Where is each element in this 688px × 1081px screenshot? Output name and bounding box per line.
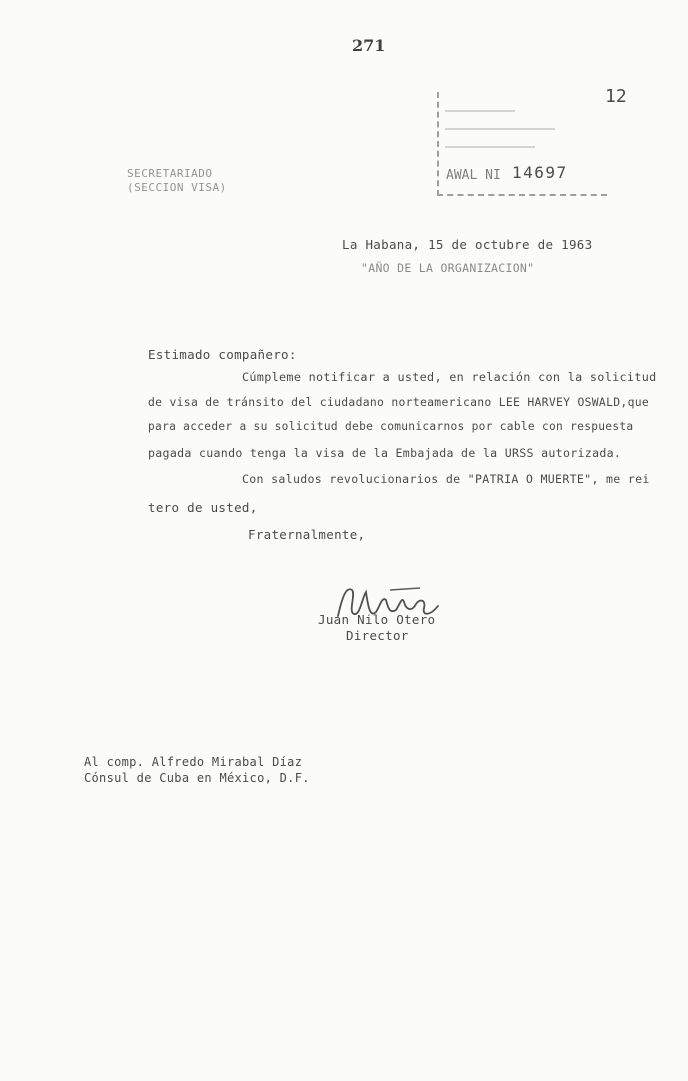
body-line-6: tero de usted,: [148, 500, 258, 515]
stamp-line: [445, 128, 555, 130]
recipient-line-1: Al comp. Alfredo Mirabal Díaz: [84, 755, 303, 769]
body-line-3: para acceder a su solicitud debe comunicarnos por cable con respuesta: [148, 420, 634, 433]
body-line-4: pagada cuando tenga la visa de la Embajada de la URSS autorizada.: [148, 446, 622, 460]
salutation: Estimado compañero:: [148, 347, 297, 362]
recipient-line-2: Cónsul de Cuba en México, D.F.: [84, 771, 310, 785]
stamp-line: [445, 146, 535, 148]
body-line-1: Cúmpleme notificar a usted, en relación con la solicitud: [242, 370, 657, 384]
department-line-1: SECRETARIADO: [127, 167, 213, 180]
signatory-title: Director: [346, 628, 409, 643]
place-date: La Habana, 15 de octubre de 1963: [342, 237, 593, 252]
body-line-5: Con saludos revolucionarios de "PATRIA O MUERTE", me rei: [242, 472, 650, 486]
body-line-2: de visa de tránsito del ciudadano norteamericano LEE HARVEY OSWALD,que: [148, 395, 650, 409]
signatory-name: Juan Nilo Otero: [318, 612, 436, 627]
stamp-number: 14697: [512, 163, 568, 182]
closing: Fraternalmente,: [248, 527, 366, 542]
stamp-line: [445, 110, 515, 112]
folio-number: 12: [605, 86, 627, 107]
page-number: 271: [352, 36, 386, 55]
stamp-label: AWAL NI: [446, 168, 501, 183]
department-line-2: (SECCION VISA): [127, 181, 227, 194]
year-motto: "AÑO DE LA ORGANIZACION": [361, 261, 535, 275]
